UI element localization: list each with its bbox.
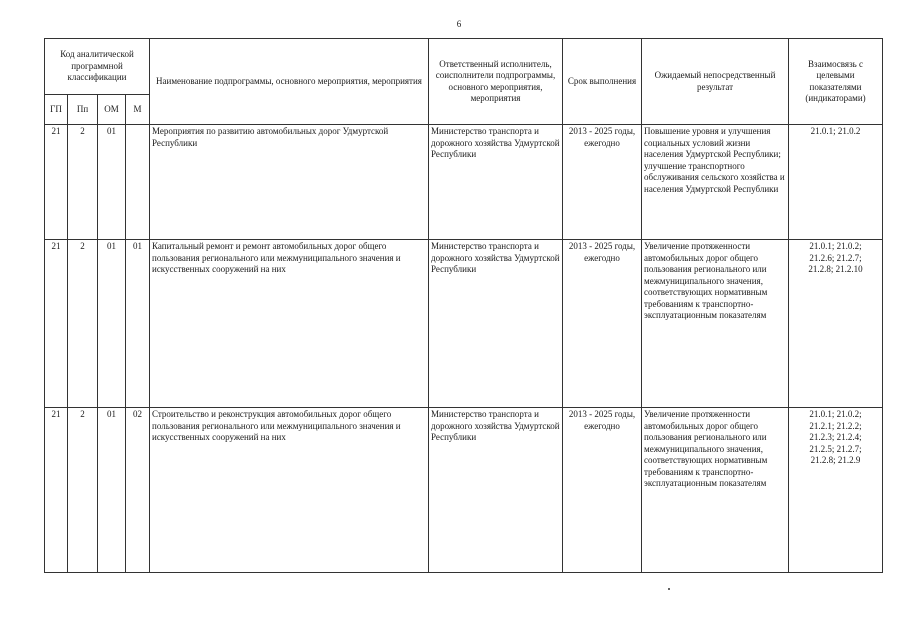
cell-pp: 2 xyxy=(68,125,98,240)
cell-result: Увеличение протяженности автомобильных дорог общего пользования регионального или межмуниципального значения, соответствующих нормативным требованиям к транспортно-эксплуатационным показателям xyxy=(642,240,789,408)
cell-term: 2013 - 2025 годы, ежегодно xyxy=(563,240,642,408)
page-number: 6 xyxy=(456,19,462,29)
header-indicators: Взаимосвязь с целевыми показателями (индикаторами) xyxy=(789,39,883,125)
header-responsible: Ответственный исполнитель, соисполнители подпрограммы, основного мероприятия, мероприятия xyxy=(429,39,563,125)
cell-term: 2013 - 2025 годы, ежегодно xyxy=(563,125,642,240)
indicators-text: 21.0.1; 21.0.2; 21.2.1; 21.2.2; 21.2.3; 21.2.4; 21.2.5; 21.2.7; 21.2.8; 21.2.9 xyxy=(809,409,862,465)
header-row xyxy=(45,39,883,95)
cell-responsible: Министерство транспорта и дорожного хозяйства Удмуртской Республики xyxy=(429,408,563,573)
cell-name: Мероприятия по развитию автомобильных дорог Удмуртской Республики xyxy=(150,125,429,240)
table-row xyxy=(45,408,883,573)
cell-pp: 2 xyxy=(68,240,98,408)
cell-gp: 21 xyxy=(45,125,68,240)
table-row xyxy=(45,125,883,240)
header-name: Наименование подпрограммы, основного мероприятия, мероприятия xyxy=(150,39,429,125)
indicators-text: 21.0.1; 21.0.2 xyxy=(810,126,861,136)
header-col-gp: ГП xyxy=(45,95,68,125)
cell-name: Строительство и реконструкция автомобильных дорог общего пользования регионального или межмуниципального значения и искусственных сооружений на них xyxy=(150,408,429,573)
table-row xyxy=(45,240,883,408)
cell-indicators xyxy=(789,240,883,408)
cell-pp: 2 xyxy=(68,408,98,573)
cell-om: 01 xyxy=(98,408,126,573)
cell-m: 01 xyxy=(126,240,150,408)
cell-indicators xyxy=(789,125,883,240)
cell-indicators xyxy=(789,408,883,573)
header-term: Срок выполнения xyxy=(563,39,642,125)
cell-name: Капитальный ремонт и ремонт автомобильных дорог общего пользования регионального или межмуниципального значения и искусственных сооружений на них xyxy=(150,240,429,408)
cell-result: Повышение уровня и улучшения социальных условий жизни населения Удмуртской Республики; улучшение транспортного обслуживания сельского хозяйства и населения Удмуртской Республики xyxy=(642,125,789,240)
header-col-m: М xyxy=(126,95,150,125)
header-code-group: Код аналитической программной классификации xyxy=(45,39,150,95)
cell-gp: 21 xyxy=(45,408,68,573)
cell-m xyxy=(126,125,150,240)
cell-responsible: Министерство транспорта и дорожного хозяйства Удмуртской Республики xyxy=(429,125,563,240)
cell-responsible: Министерство транспорта и дорожного хозяйства Удмуртской Республики xyxy=(429,240,563,408)
cell-m: 02 xyxy=(126,408,150,573)
header-col-pp: Пп xyxy=(68,95,98,125)
header-col-om: ОМ xyxy=(98,95,126,125)
cell-gp: 21 xyxy=(45,240,68,408)
cell-om: 01 xyxy=(98,125,126,240)
indicators-text: 21.0.1; 21.0.2; 21.2.6; 21.2.7; 21.2.8; 21.2.10 xyxy=(808,241,863,274)
header-result: Ожидаемый непосредственный результат xyxy=(642,39,789,125)
cell-result: Увеличение протяженности автомобильных дорог общего пользования регионального или межмуниципального значения, соответствующих нормативным требованиям к транспортно-эксплуатационным показателям xyxy=(642,408,789,573)
cell-om: 01 xyxy=(98,240,126,408)
scan-speck xyxy=(668,588,670,590)
program-table xyxy=(44,38,883,573)
cell-term: 2013 - 2025 годы, ежегодно xyxy=(563,408,642,573)
